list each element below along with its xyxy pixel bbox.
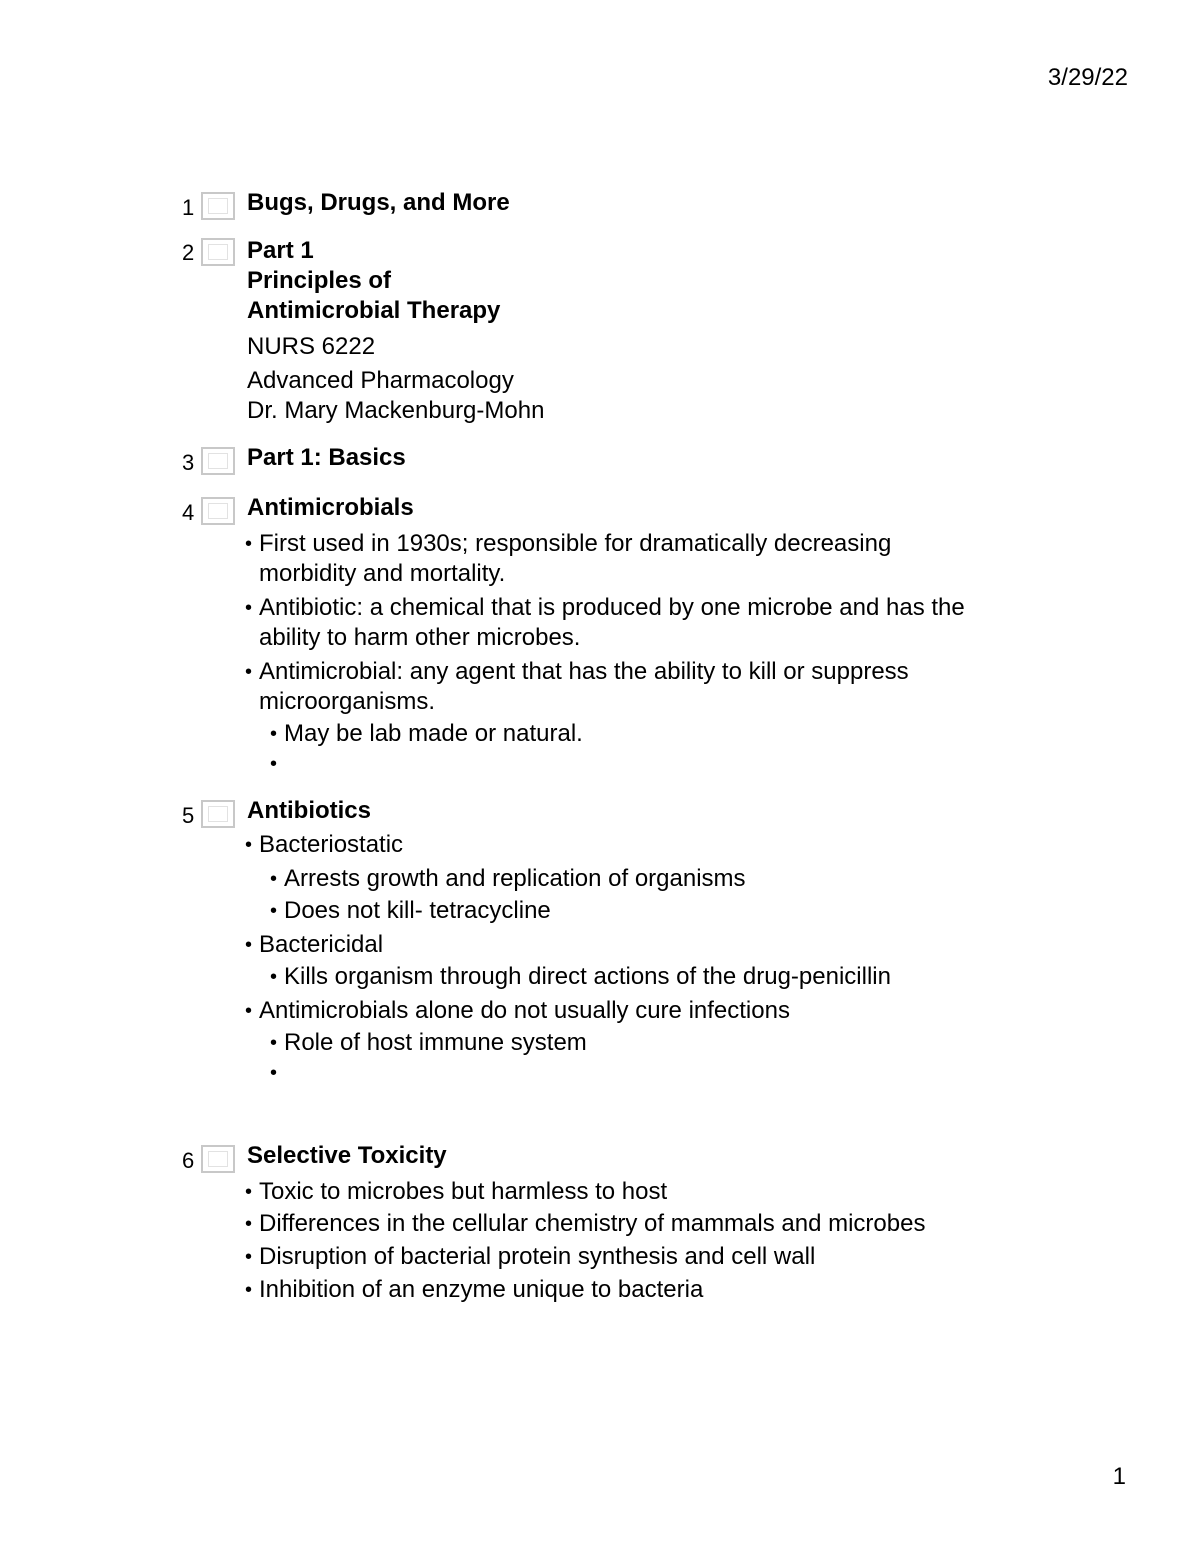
slide-number: 4 xyxy=(182,500,195,525)
slide-title: Antimicrobial Therapy xyxy=(247,297,501,324)
bullet-item xyxy=(272,719,965,749)
slide-number: 6 xyxy=(182,1148,195,1173)
slide-title: Antibiotics xyxy=(247,797,371,824)
slide-number: 1 xyxy=(182,195,195,220)
bullet-text: Kills organism through direct actions of the drug-penicillin xyxy=(284,963,891,990)
bullet-text: Antibiotic: a chemical that is produced by one microbe and has the xyxy=(259,594,965,621)
slide-thumbnail-box xyxy=(201,238,235,266)
slide-text-line: NURS 6222 xyxy=(247,333,376,360)
bullet-item xyxy=(247,996,891,1026)
bullet-item xyxy=(272,864,891,894)
bullet-item xyxy=(247,529,965,559)
slide-thumbnail-box xyxy=(201,1145,235,1173)
bullet-item-empty xyxy=(272,1058,891,1088)
slide-thumbnail-box xyxy=(201,800,235,828)
bullet-item xyxy=(247,1275,925,1305)
slide-number: 2 xyxy=(182,240,195,265)
page-number: 1 xyxy=(1112,1463,1126,1490)
bullet-text: Does not kill- tetracycline xyxy=(284,897,551,924)
slide-content xyxy=(247,796,891,1088)
document-date: 3/29/22 xyxy=(1047,64,1128,91)
bullet-text: Antimicrobials alone do not usually cure infections xyxy=(259,997,790,1024)
bullet-text: Bactericidal xyxy=(259,931,384,958)
bullet-item xyxy=(247,1242,925,1272)
slide-title: Antimicrobials xyxy=(247,494,414,521)
slide-content xyxy=(247,236,544,426)
bullet-continuation: ability to harm other microbes. xyxy=(259,624,581,651)
slide-title: Part 1 xyxy=(247,237,314,264)
slide-content xyxy=(247,188,510,218)
slide-number: 3 xyxy=(182,450,195,475)
bullet-text: May be lab made or natural. xyxy=(284,720,583,747)
bullet-item xyxy=(272,896,891,926)
bullet-item xyxy=(247,930,891,960)
slide-number: 5 xyxy=(182,803,195,828)
slide-title: Selective Toxicity xyxy=(247,1142,447,1169)
bullet-continuation: morbidity and mortality. xyxy=(259,560,506,587)
slide-text-line: Advanced Pharmacology xyxy=(247,367,514,394)
slide-thumbnail-box xyxy=(201,447,235,475)
bullet-text: Bacteriostatic xyxy=(259,831,404,858)
slide-text-line: Dr. Mary Mackenburg-Mohn xyxy=(247,397,545,424)
bullet-item xyxy=(247,1177,925,1207)
bullet-text: Arrests growth and replication of organisms xyxy=(284,865,746,892)
bullet-text: Inhibition of an enzyme unique to bacteria xyxy=(259,1276,704,1303)
bullet-text: Toxic to microbes but harmless to host xyxy=(259,1178,668,1205)
bullet-text: Role of host immune system xyxy=(284,1029,587,1056)
slide-title: Principles of xyxy=(247,267,392,294)
bullet-item xyxy=(272,962,891,992)
bullet-item xyxy=(247,593,965,623)
bullet-text: Antimicrobial: any agent that has the ability to kill or suppress xyxy=(259,658,909,685)
bullet-item xyxy=(272,1028,891,1058)
bullet-item xyxy=(247,657,965,687)
slide-thumbnail-box xyxy=(201,192,235,220)
slide-content xyxy=(247,493,965,779)
bullet-item xyxy=(247,830,891,860)
bullet-item xyxy=(247,1209,925,1239)
slide-thumbnail-box xyxy=(201,497,235,525)
slide-title: Bugs, Drugs, and More xyxy=(247,189,510,216)
slide-content xyxy=(247,1141,925,1305)
bullet-text: Disruption of bacterial protein synthesis and cell wall xyxy=(259,1243,816,1270)
bullet-item-empty xyxy=(272,749,965,779)
bullet-text: First used in 1930s; responsible for dramatically decreasing xyxy=(259,530,892,557)
slide-title: Part 1: Basics xyxy=(247,444,406,471)
slide-content xyxy=(247,443,406,473)
bullet-text: Differences in the cellular chemistry of mammals and microbes xyxy=(259,1210,926,1237)
bullet-continuation: microorganisms. xyxy=(259,688,436,715)
